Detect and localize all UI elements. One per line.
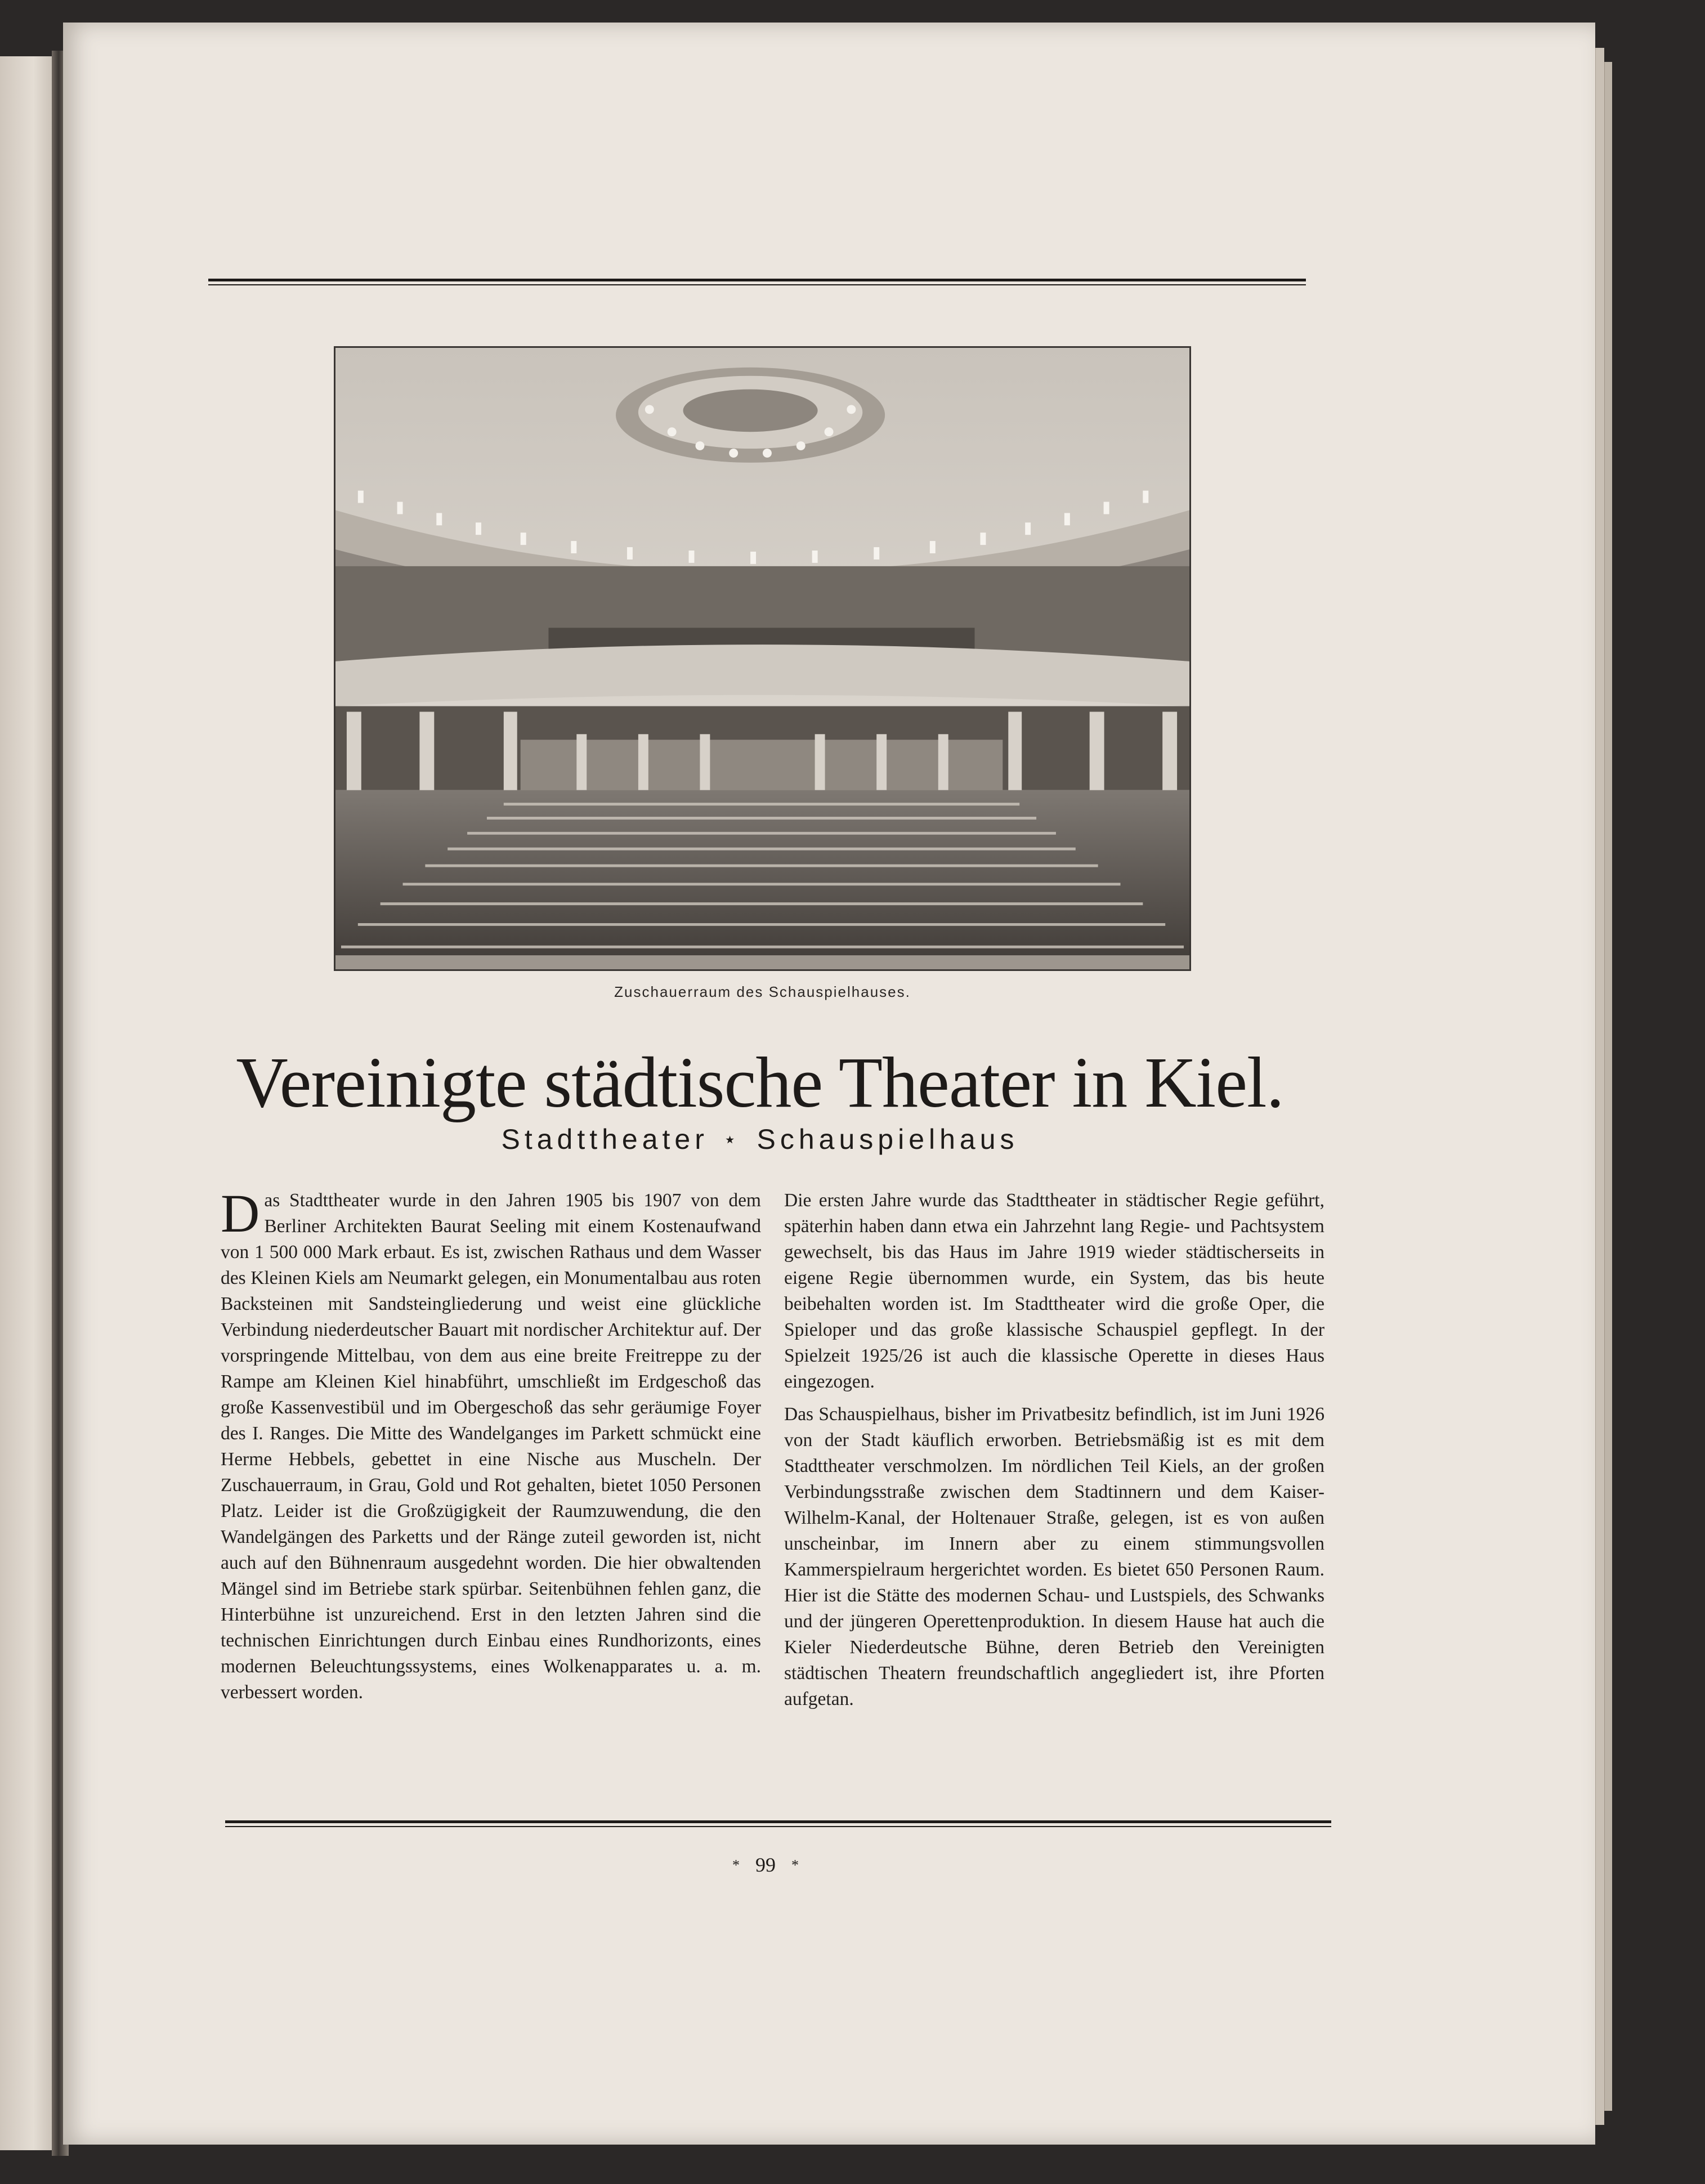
page-stack-edge [1595, 48, 1604, 2125]
page-stack-edge [1604, 62, 1612, 2111]
page-number: 99 [755, 1854, 776, 1876]
page-number-footer [653, 1853, 878, 1877]
subtitle-stadttheater: Stadttheater [501, 1124, 709, 1155]
article-title: Vereinigte städtische Theater in Kiel. [236, 1042, 1284, 1122]
footer-star-left: * [732, 1857, 740, 1873]
auditorium-photo [334, 346, 1191, 971]
drop-cap: D [221, 1183, 260, 1243]
top-double-rule [208, 279, 1306, 285]
left-paragraph [221, 1183, 761, 1706]
left-text-column [221, 1183, 761, 1712]
subtitle-schauspielhaus: Schauspielhaus [757, 1124, 1019, 1155]
footer-star-right: * [791, 1857, 799, 1873]
article-subtitle [169, 1123, 1351, 1156]
right-text-column [784, 1188, 1324, 1719]
auditorium-illustration [335, 348, 1189, 969]
bottom-double-rule [225, 1820, 1331, 1827]
right-paragraph-1: Die ersten Jahre wurde das Stadttheater in städtischer Regie geführt, späterhin haben dann etwa ein Jahrzehnt lang Regie- und Pachtsystem gewechselt, bis das Haus im Jahre 1919 wieder städtischerseits in eigene Regie übernommen wurde, ein System, das bis heute beibehalten worden ist. Im Stadttheater wird die große Oper, die Spieloper und das große klassische Schauspiel gepflegt. In der Spielzeit 1925/26 ist auch die klassische Operette in dieses Haus eingezogen. [784, 1190, 1324, 1392]
subtitle-star-separator: ⋆ [723, 1128, 737, 1152]
photo-caption: Zuschauerraum des Schauspielhauses. [614, 983, 911, 1000]
left-paragraph-text: as Stadttheater wurde in den Jahren 1905 bis 1907 von dem Berliner Architekten Baurat Seeling mit einem Kostenaufwand von 1 500 000 Mark erbaut. Es ist, zwischen Rathaus und dem Wasser des Kleinen Kiels am Neumarkt gelegen, ein Monumentalbau aus roten Backsteinen mit Sandsteingliederung und weist eine glückliche Verbindung niederdeutscher Bauart mit nordischer Architektur auf. Der vorspringende Mittelbau, von dem aus eine breite Freitreppe zu der Rampe am Kleinen Kiel hinabführt, umschließt im Erdgeschoß das große Kassenvestibül und im Obergeschoß das sehr geräumige Foyer des I. Ranges. Die Mitte des Wandelganges im Parkett schmückt eine Herme Hebbels, gebettet in eine Nische aus Muscheln. Der Zuschauerraum, in Grau, Gold und Rot gehalten, bietet 1050 Personen Platz. Leider ist die Großzügigkeit der Raumzuwendung, die den Wandelgängen des Parketts und der Ränge zuteil geworden ist, nicht auch auf den Bühnenraum ausgedehnt worden. Die hier obwaltenden Mängel sind im Betriebe stark spürbar. Seitenbühnen fehlen ganz, die Hinterbühne ist unzureichend. Erst in den letzten Jahren sind die technischen Einrichtungen durch Einbau eines Rundhorizonts, eines modernen Beleuchtungssystems, eines Wolkenapparates u. a. m. verbessert worden. [221, 1190, 761, 1703]
right-paragraph-2: Das Schauspielhaus, bisher im Privatbesitz befindlich, ist im Juni 1926 von der Stadt käuflich erworben. Betriebsmäßig ist es mit dem Stadttheater verschmolzen. Im nördlichen Teil Kiels, an der großen Verbindungsstraße zwischen dem Stadtinnern und dem Kaiser-Wilhelm-Kanal, der Holtenauer Straße, gelegen, ist es von außen unscheinbar, im Innern aber zu einem stimmungsvollen Kammerspielraum hergerichtet worden. Es bietet 650 Personen Raum. Hier ist die Stätte des modernen Schau- und Lustspiels, des Schwanks und der jüngeren Operettenproduktion. In diesem Hause hat auch die Kieler Niederdeutsche Bühne, deren Betrieb den Vereinigten städtischen Theatern freundschaftlich angegliedert ist, ihre Pforten aufgetan. [784, 1404, 1324, 1709]
